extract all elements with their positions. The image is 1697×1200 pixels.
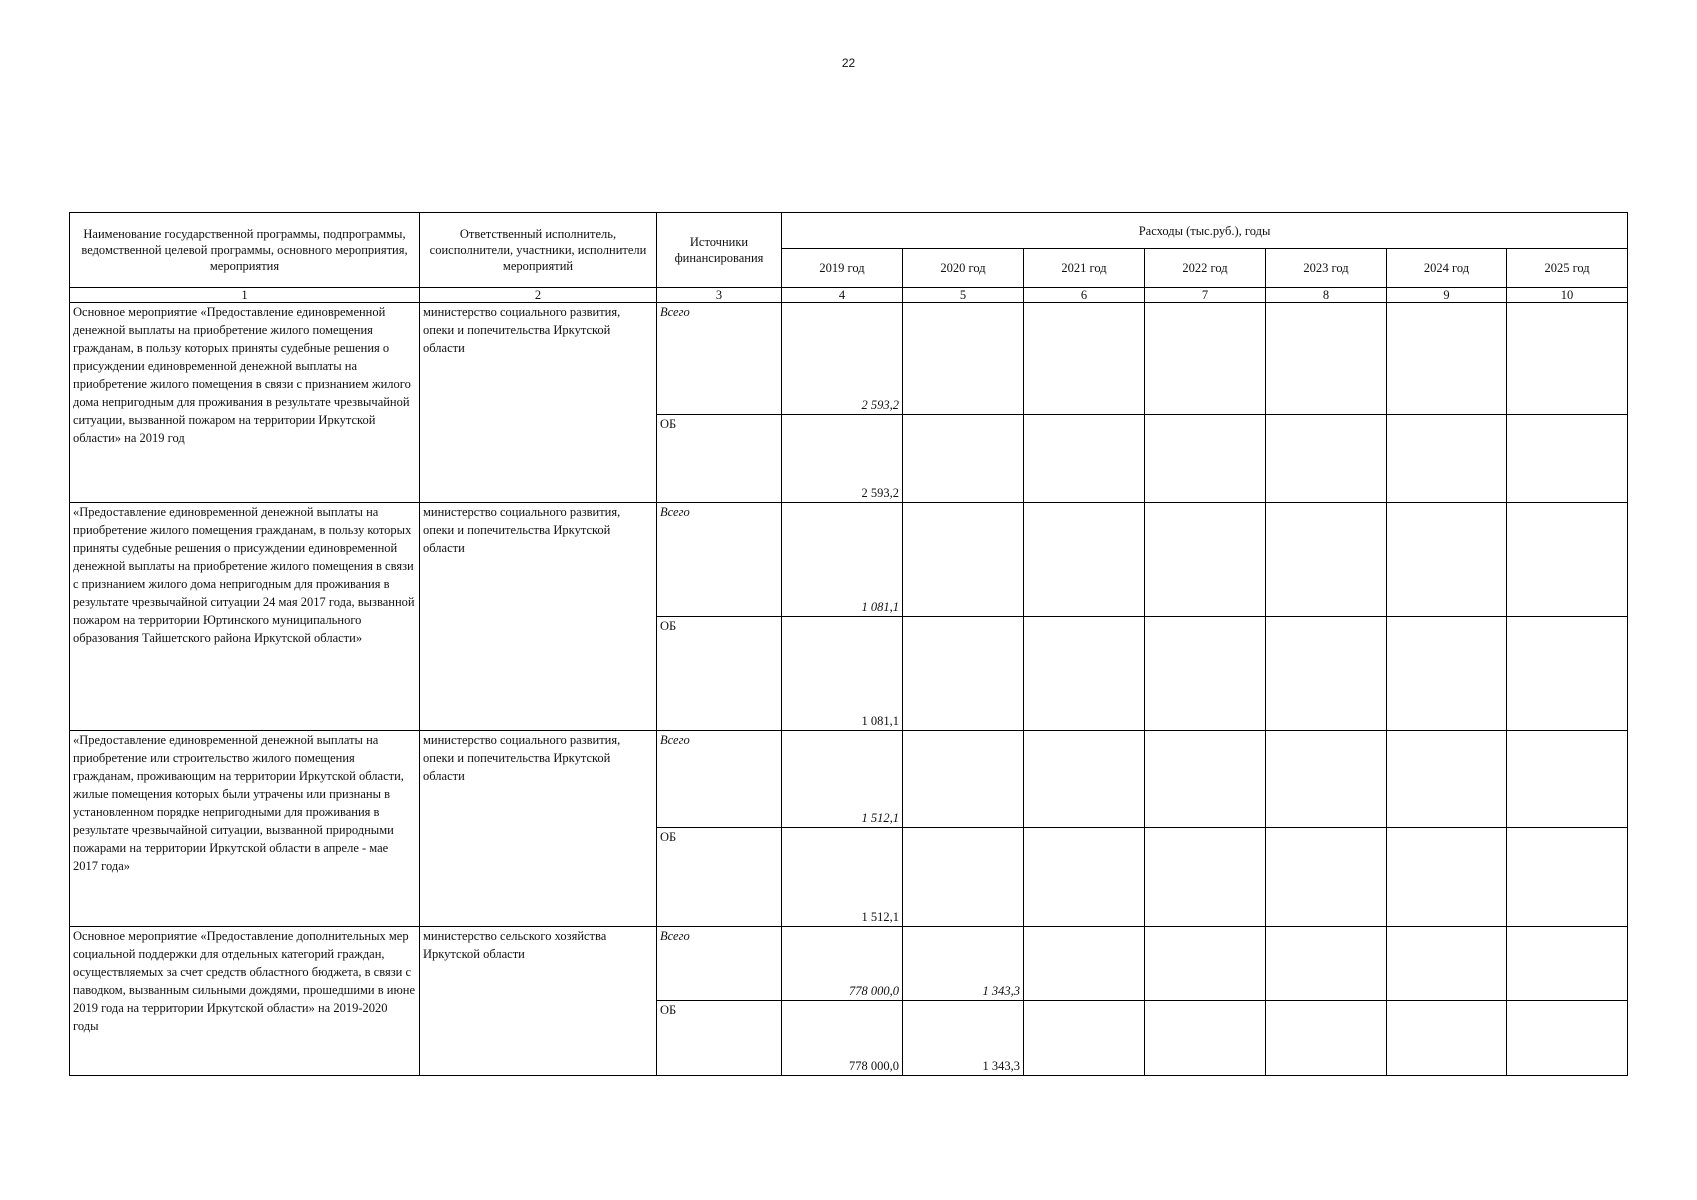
- value-cell: [1266, 927, 1387, 1001]
- activity-name: Основное мероприятие «Предоставление дополнительных мер социальной поддержки для отдельных категорий граждан, осуществляемых за счет средств областного бюджета, в связи с паводком, вызванным сильными дождями, прошедшими в июне 2019 года на территории Иркутской области» на 2019-2020 годы: [70, 927, 420, 1076]
- page-number: 22: [841, 56, 856, 70]
- value-cell: 1 512,1: [782, 731, 903, 828]
- value-cell: [1266, 617, 1387, 731]
- value-cell: [1387, 927, 1507, 1001]
- source-ob: ОБ: [657, 415, 782, 503]
- value-cell: [903, 617, 1024, 731]
- header-year: 2025 год: [1507, 249, 1628, 288]
- executor-name: министерство социального развития, опеки и попечительства Иркутской области: [420, 731, 657, 927]
- value-cell: [1145, 415, 1266, 503]
- value-cell: 2 593,2: [782, 415, 903, 503]
- value-cell: [1507, 617, 1628, 731]
- value-cell: [1145, 731, 1266, 828]
- value-cell: [1507, 731, 1628, 828]
- value-cell: [1387, 1001, 1507, 1076]
- value-cell: [1024, 828, 1145, 927]
- value-cell: [1145, 927, 1266, 1001]
- header-year: 2023 год: [1266, 249, 1387, 288]
- value-cell: 1 343,3: [903, 1001, 1024, 1076]
- value-cell: 778 000,0: [782, 927, 903, 1001]
- header-year: 2020 год: [903, 249, 1024, 288]
- column-number: 6: [1024, 288, 1145, 303]
- value-cell: [1507, 828, 1628, 927]
- value-cell: [1024, 617, 1145, 731]
- value-cell: [1024, 1001, 1145, 1076]
- activity-name: «Предоставление единовременной денежной выплаты на приобретение жилого помещения гражданам, в пользу которых приняты судебные решения о присуждении единовременной денежной выплаты на приобретение жилого помещения в связи с признанием жилого дома непригодным для проживания в результате чрезвычайной ситуации 24 мая 2017 года, вызванной пожаром на территории Юртинского муниципального образования Тайшетского района Иркутской области»: [70, 503, 420, 731]
- value-cell: [1507, 415, 1628, 503]
- value-cell: 2 593,2: [782, 303, 903, 415]
- value-cell: [1266, 415, 1387, 503]
- source-total: Всего: [657, 927, 782, 1001]
- value-cell: 778 000,0: [782, 1001, 903, 1076]
- value-cell: [1387, 415, 1507, 503]
- activity-name: Основное мероприятие «Предоставление единовременной денежной выплаты на приобретение жилого помещения гражданам, в пользу которых приняты судебные решения о присуждении единовременной денежной выплаты на приобретение жилого помещения в связи с признанием жилого дома непригодным для проживания в результате чрезвычайной ситуации, вызванной пожаром на территории Иркутской области» на 2019 год: [70, 303, 420, 503]
- header-year: 2021 год: [1024, 249, 1145, 288]
- source-total: Всего: [657, 731, 782, 828]
- column-number: 7: [1145, 288, 1266, 303]
- value-cell: [903, 415, 1024, 503]
- header-expenses: Расходы (тыс.руб.), годы: [782, 213, 1628, 249]
- value-cell: [1266, 731, 1387, 828]
- column-number: 4: [782, 288, 903, 303]
- column-number: 3: [657, 288, 782, 303]
- value-cell: 1 343,3: [903, 927, 1024, 1001]
- value-cell: [1024, 731, 1145, 828]
- value-cell: [1507, 503, 1628, 617]
- value-cell: [1145, 828, 1266, 927]
- column-number: 8: [1266, 288, 1387, 303]
- value-cell: [1387, 731, 1507, 828]
- value-cell: [1266, 1001, 1387, 1076]
- value-cell: [1266, 503, 1387, 617]
- value-cell: [1387, 617, 1507, 731]
- value-cell: [1266, 303, 1387, 415]
- table-row: [70, 731, 1628, 828]
- table-row: [70, 503, 1628, 617]
- executor-name: министерство социального развития, опеки и попечительства Иркутской области: [420, 503, 657, 731]
- value-cell: [1024, 503, 1145, 617]
- value-cell: [1024, 303, 1145, 415]
- activity-name: «Предоставление единовременной денежной выплаты на приобретение или строительство жилого помещения гражданам, проживающим на территории Иркутской области, жилые помещения которых были утрачены или признаны в установленном порядке непригодными для проживания в результате чрезвычайной ситуации, вызванной природными пожарами на территории Иркутской области в апреле - мае 2017 года»: [70, 731, 420, 927]
- value-cell: 1 081,1: [782, 503, 903, 617]
- value-cell: [1387, 303, 1507, 415]
- value-cell: [1145, 503, 1266, 617]
- value-cell: [1507, 927, 1628, 1001]
- source-ob: ОБ: [657, 828, 782, 927]
- value-cell: [903, 303, 1024, 415]
- table-row: [70, 927, 1628, 1001]
- value-cell: [903, 828, 1024, 927]
- source-ob: ОБ: [657, 1001, 782, 1076]
- column-number: 2: [420, 288, 657, 303]
- value-cell: [1145, 617, 1266, 731]
- value-cell: [1145, 1001, 1266, 1076]
- value-cell: [903, 731, 1024, 828]
- value-cell: [1387, 503, 1507, 617]
- header-year: 2022 год: [1145, 249, 1266, 288]
- budget-table: [69, 212, 1628, 1076]
- column-number: 10: [1507, 288, 1628, 303]
- column-number-row: [70, 288, 1628, 303]
- value-cell: 1 512,1: [782, 828, 903, 927]
- source-ob: ОБ: [657, 617, 782, 731]
- header-name: Наименование государственной программы, подпрограммы, ведомственной целевой программы, основного мероприятия, мероприятия: [70, 213, 420, 288]
- table-row: [70, 303, 1628, 415]
- column-number: 5: [903, 288, 1024, 303]
- value-cell: [1507, 1001, 1628, 1076]
- value-cell: [1024, 927, 1145, 1001]
- header-executor: Ответственный исполнитель, соисполнители, участники, исполнители мероприятий: [420, 213, 657, 288]
- column-number: 9: [1387, 288, 1507, 303]
- value-cell: [1145, 303, 1266, 415]
- source-total: Всего: [657, 503, 782, 617]
- column-number: 1: [70, 288, 420, 303]
- value-cell: [903, 503, 1024, 617]
- source-total: Всего: [657, 303, 782, 415]
- executor-name: министерство сельского хозяйства Иркутской области: [420, 927, 657, 1076]
- value-cell: [1507, 303, 1628, 415]
- value-cell: [1024, 415, 1145, 503]
- value-cell: 1 081,1: [782, 617, 903, 731]
- value-cell: [1387, 828, 1507, 927]
- header-year: 2019 год: [782, 249, 903, 288]
- header-sources: Источники финансирования: [657, 213, 782, 288]
- header-year: 2024 год: [1387, 249, 1507, 288]
- executor-name: министерство социального развития, опеки и попечительства Иркутской области: [420, 303, 657, 503]
- value-cell: [1266, 828, 1387, 927]
